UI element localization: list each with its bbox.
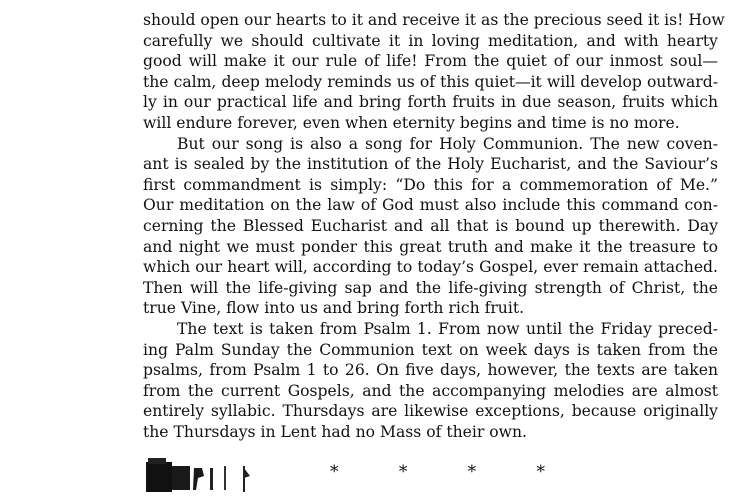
text-line: will endure forever, even when eternity begins and time is no more. — [143, 113, 680, 132]
text-line: ing Palm Sunday the Communion text on week days is taken from the — [143, 340, 718, 359]
text-line: psalms, from Psalm 1 to 26. On five days, however, the texts are taken — [143, 361, 718, 380]
text-line: from the current Gospels, and the accompanying melodies are almost — [143, 381, 718, 400]
text-line: ant is sealed by the institution of the Holy Eucharist, and the Saviour’s — [143, 155, 718, 174]
section-separator — [330, 462, 545, 482]
scan-artifact-icon — [146, 456, 266, 494]
text-line: entirely syllabic. Thursdays are likewise exceptions, because originally — [143, 402, 718, 421]
text-line: But our song is also a song for Holy Communion. The new coven- — [177, 134, 718, 153]
text-line: true Vine, flow into us and bring forth rich fruit. — [143, 299, 525, 318]
text-line: first commandment is simply: “Do this for a commemoration of Me.” — [143, 175, 718, 194]
text-line: Our meditation on the law of God must also include this command con- — [143, 196, 718, 215]
text-line: Then will the life-giving sap and the life-giving strength of Christ, the — [143, 278, 718, 297]
paragraph-2 — [143, 134, 718, 319]
paragraph-1 — [143, 10, 725, 134]
asterisk: * — [536, 462, 545, 482]
text-line: which our heart will, according to today’s Gospel, ever remain attached. — [143, 258, 718, 277]
body-text — [143, 10, 725, 442]
text-line: the Thursdays in Lent had no Mass of their own. — [143, 422, 528, 441]
text-line: good will make it our rule of life! From the quiet of our inmost soul— — [143, 52, 718, 71]
text-line: should open our hearts to it and receive it as the precious seed it is! How — [143, 11, 725, 29]
text-line: and night we must ponder this great truth and make it the treasure to — [143, 237, 718, 256]
text-line: ly in our practical life and bring forth fruits in due season, fruits which — [143, 93, 718, 112]
text-line: cerning the Blessed Eucharist and all that is bound up therewith. Day — [143, 216, 718, 235]
text-line: The text is taken from Psalm 1. From now until the Friday preced- — [177, 319, 718, 338]
text-line: the calm, deep melody reminds us of this quiet—it will develop outward- — [143, 72, 718, 91]
text-line: carefully we should cultivate it in loving meditation, and with hearty — [143, 31, 718, 50]
asterisk: * — [467, 462, 477, 482]
paragraph-3 — [143, 319, 718, 443]
asterisk: * — [330, 462, 339, 482]
asterisk: * — [398, 462, 408, 482]
